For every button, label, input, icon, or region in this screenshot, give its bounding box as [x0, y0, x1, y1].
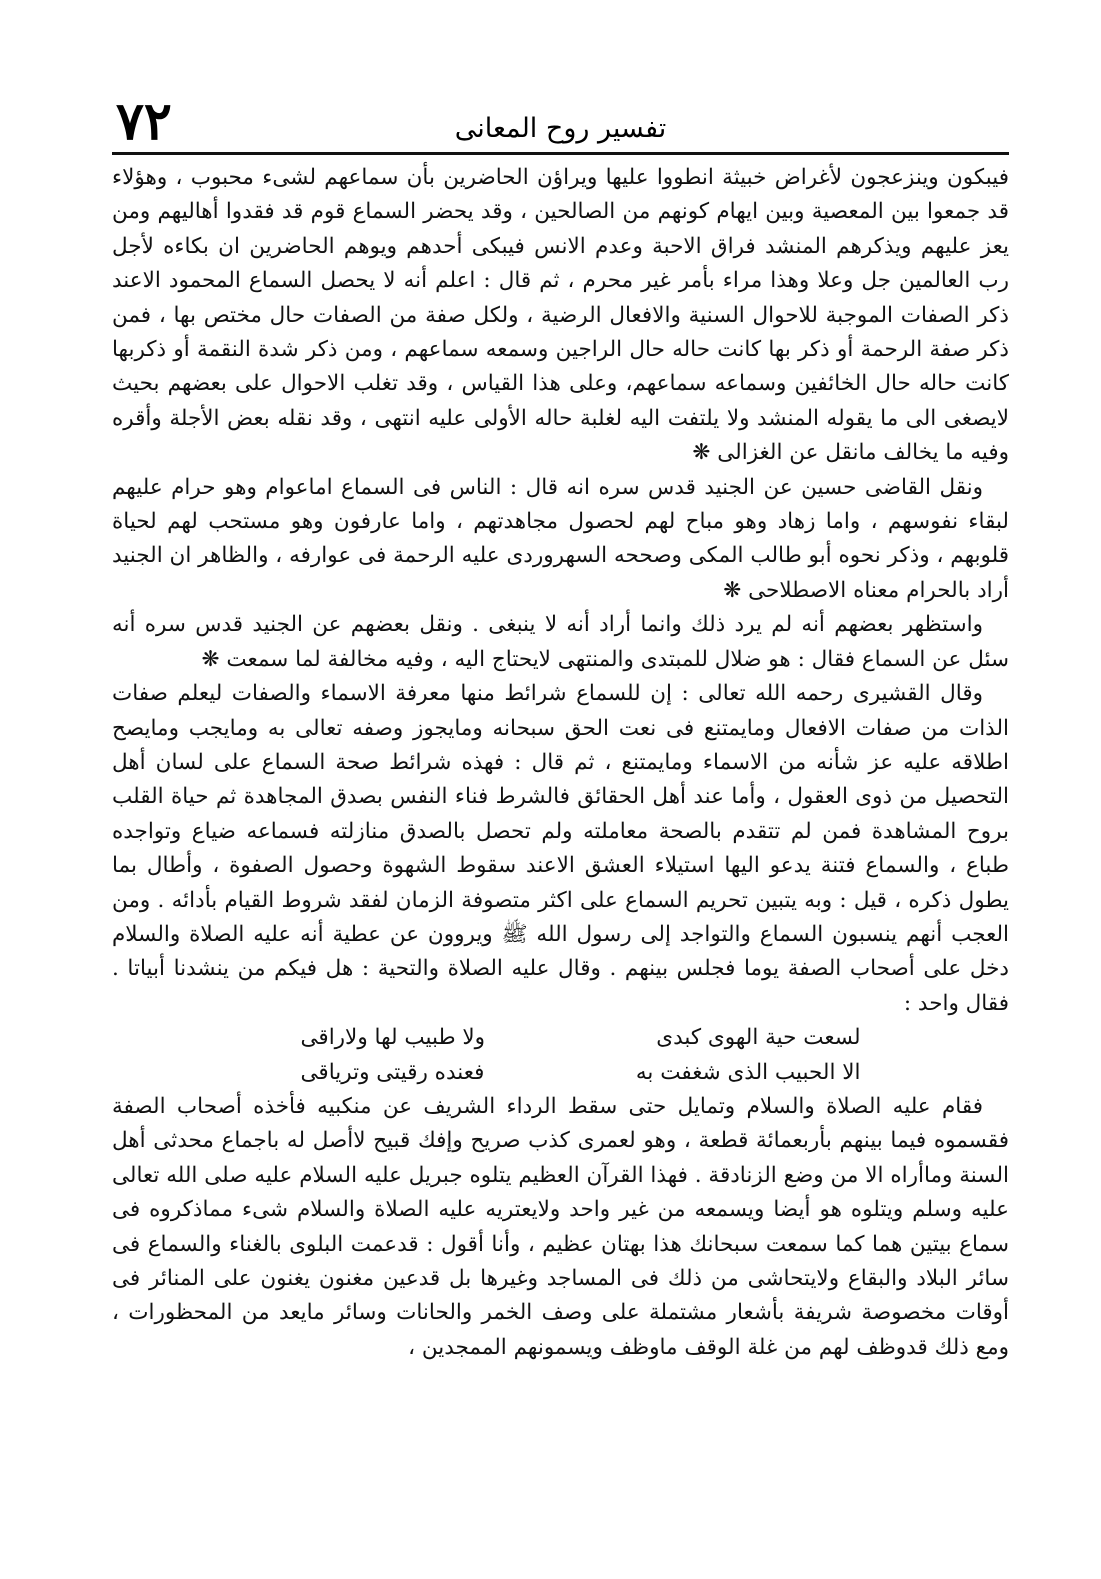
verse-line-2: [301, 1056, 861, 1090]
body-text: [112, 161, 1009, 1365]
paragraph-1: فيبكون وينزعجون لأغراض خبيثة انطووا عليها ويراؤن الحاضرين بأن سماعهم لشىء محبوب ، وهؤلاء قد جمعوا بين المعصية وبين ايهام كونهم من الصالحين ، وقد يحضر السماع قوم قد فقدوا أهاليهم ومن يعز عليهم ويذكرهم المنشد فراق الاحبة وعدم الانس فيبكى أحدهم ويوهم الحاضرين ان بكاءه لأجل رب العالمين جل وعلا وهذا مراء بأمر غير محرم ، ثم قال : اعلم أنه لا يحصل السماع المحمود الاعند ذكر الصفات الموجبة للاحوال السنية والافعال الرضية ، ولكل صفة من الصفات حال مختص بها ، فمن ذكر صفة الرحمة أو ذكر بها كانت حاله حال الراجين وسمعه سماعهم ، ومن ذكر شدة النقمة أو ذكربها كانت حاله حال الخائفين وسماعه سماعهم، وعلى هذا القياس ، وقد تغلب الاحوال على بعضهم بحيث لايصغى الى ما يقوله المنشد ولا يلتفت اليه لغلبة حاله الأولى عليه انتهى ، وقد نقله بعض الأجلة وأقره وفيه ما يخالف مانقل عن الغزالى ❋: [112, 165, 1009, 466]
verse-line-2-first-hemistich: الا الحبيب الذى شغفت به: [635, 1059, 861, 1085]
header-rule: [112, 152, 1009, 155]
paragraph-5: فقام عليه الصلاة والسلام وتمايل حتى سقط الرداء الشريف عن منكبيه فأخذه أصحاب الصفة فقسموه فيما بينهم بأربعمائة قطعة ، وهو لعمرى كذب صريح وإفك قبيح لاأصل له باجماع محدثى أهل السنة وماأراه الا من وضع الزنادقة . فهذا القرآن العظيم يتلوه جبريل عليه السلام عليه صلى الله تعالى عليه وسلم ويتلوه هو أيضا ويسمعه من غير واحد ولايعتريه عليه الصلاة والسلام شىء مماذكروه فى سماع بيتين هما كما سمعت سبحانك هذا بهتان عظيم ، وأنا أقول : قدعمت البلوى بالغناء والسماع فى سائر البلاد والبقاع ولايتحاشى من ذلك فى المساجد وغيرها بل قدعين مغنون يغنون على المنائر فى أوقات مخصوصة شريفة بأشعار مشتملة على وصف الخمر والحانات وسائر مايعد من المحظورات ، ومع ذلك قدوظف لهم من غلة الوقف ماوظف ويسمونهم الممجدين ،: [112, 1093, 1009, 1360]
running-title: تفسير روح المعانى: [454, 113, 667, 144]
paragraph-2: ونقل القاضى حسين عن الجنيد قدس سره انه قال : الناس فى السماع اماعوام وهو حرام عليهم لبقاء نفوسهم ، واما زهاد وهو مباح لهم لحصول مجاهدتهم ، واما عارفون وهو مستحب لهم لحياة قلوبهم ، وذكر نحوه أبو طالب المكى وصححه السهروردى عليه الرحمة فى عوارفه ، والظاهر ان الجنيد أراد بالحرام معناه الاصطلاحى ❋: [112, 474, 1009, 603]
verse-line-1: [301, 1021, 861, 1055]
verse-line-2-second-hemistich: فعنده رقيتى وترياقى: [300, 1059, 485, 1085]
paragraph-4: وقال القشيرى رحمه الله تعالى : إن للسماع شرائط منها معرفة الاسماء والصفات ليعلم صفات الذات من صفات الافعال ومايمتنع فى نعت الحق سبحانه ومايجوز وصفه تعالى به ومايجب ومايصح اطلاقه عليه عز شأنه من الاسماء ومايمتنع ، ثم قال : فهذه شرائط صحة السماع على لسان أهل التحصيل من ذوى العقول ، وأما عند أهل الحقائق فالشرط فناء النفس بصدق المجاهدة ثم حياة القلب بروح المشاهدة فمن لم تتقدم بالصحة معاملته ولم تحصل بالصدق منازلته فسماعه ضياع وتواجده طباع ، والسماع فتنة يدعو اليها استيلاء العشق الاعند سقوط الشهوة وحصول الصفوة ، وأطال بما يطول ذكره ، قيل : وبه يتبين تحريم السماع على اكثر متصوفة الزمان لفقد شروط القيام بأدائه . ومن العجب أنهم ينسبون السماع والتواجد إلى رسول الله ﷺ ويروون عن عطية أنه عليه الصلاة والسلام دخل على أصحاب الصفة يوما فجلس بينهم . وقال عليه الصلاة والتحية : هل فيكم من ينشدنا أبياتا . فقال واحد :: [112, 681, 1009, 1016]
verse-line-1-second-hemistich: ولا طبيب لها ولاراقى: [300, 1025, 486, 1051]
paragraph-3: واستظهر بعضهم أنه لم يرد ذلك وانما أراد أنه لا ينبغى . ونقل بعضهم عن الجنيد قدس سره أنه سئل عن السماع فقال : هو ضلال للمبتدى والمنتهى لايحتاج اليه ، وفيه مخالفة لما سمعت ❋: [112, 612, 1009, 672]
page-header: [112, 88, 1009, 152]
verse-block: [261, 1021, 861, 1090]
verse-line-1-first-hemistich: لسعت حية الهوى كبدى: [656, 1025, 861, 1051]
page-number: ٧٢: [116, 91, 172, 152]
